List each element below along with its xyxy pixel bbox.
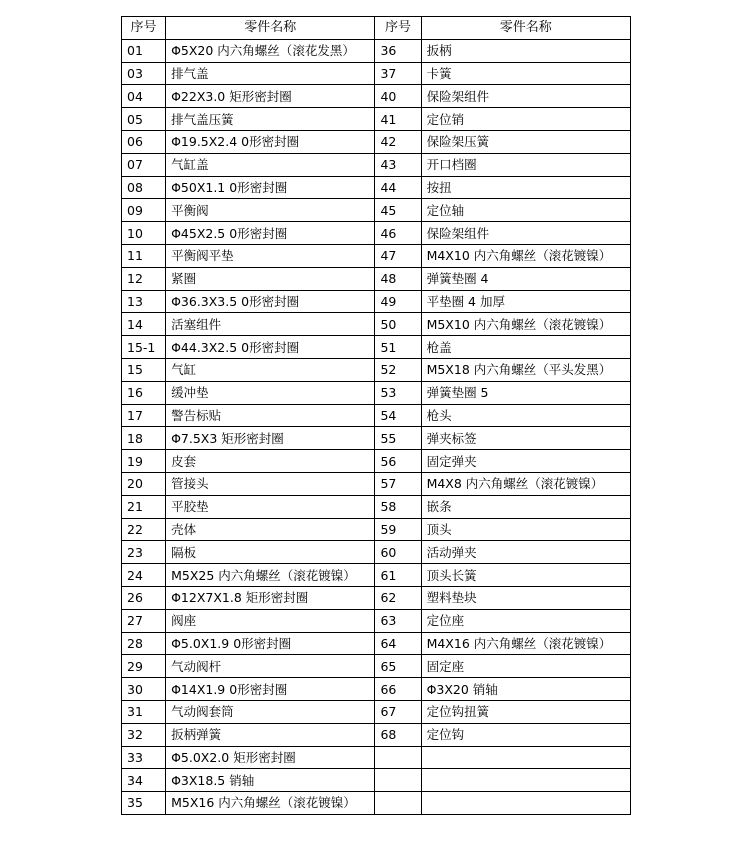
part-name-left: Φ7.5X3 矩形密封圈 — [166, 427, 375, 450]
part-seq-left: 27 — [122, 609, 166, 632]
part-seq-right: 61 — [375, 564, 421, 587]
table-row — [122, 450, 631, 473]
table-row — [122, 130, 631, 153]
part-name-left: 阀座 — [166, 609, 375, 632]
part-seq-right: 66 — [375, 678, 421, 701]
header-seq-left: 序号 — [122, 17, 166, 40]
part-name-left: Φ12X7X1.8 矩形密封圈 — [166, 586, 375, 609]
header-part-name-left: 零件名称 — [166, 17, 375, 40]
part-name-left: Φ5.0X2.0 矩形密封圈 — [166, 746, 375, 769]
part-seq-right: 37 — [375, 62, 421, 85]
part-name-right: 枪盖 — [421, 336, 630, 359]
table-row — [122, 108, 631, 131]
part-name-left: Φ3X18.5 销轴 — [166, 769, 375, 792]
table-body — [122, 39, 631, 814]
part-name-right: 按扭 — [421, 176, 630, 199]
part-name-left: 扳柄弹簧 — [166, 723, 375, 746]
table-row — [122, 381, 631, 404]
part-seq-right: 54 — [375, 404, 421, 427]
table-row — [122, 427, 631, 450]
part-seq-right: 68 — [375, 723, 421, 746]
part-name-left: 警告标贴 — [166, 404, 375, 427]
part-seq-right: 48 — [375, 267, 421, 290]
part-seq-right: 42 — [375, 130, 421, 153]
part-seq-right: 58 — [375, 495, 421, 518]
part-seq-right: 57 — [375, 472, 421, 495]
part-name-left: 平胶垫 — [166, 495, 375, 518]
part-seq-right: 36 — [375, 39, 421, 62]
part-name-left: Φ44.3X2.5 0形密封圈 — [166, 336, 375, 359]
part-seq-left: 07 — [122, 153, 166, 176]
part-seq-left: 01 — [122, 39, 166, 62]
part-name-left: 气缸盖 — [166, 153, 375, 176]
part-name-right: 弹簧垫圈 4 — [421, 267, 630, 290]
part-name-right: 定位销 — [421, 108, 630, 131]
part-seq-right: 63 — [375, 609, 421, 632]
table-row — [122, 564, 631, 587]
part-name-right: M4X8 内六角螺丝（滚花镀镍） — [421, 472, 630, 495]
part-name-left: 气动阀杆 — [166, 655, 375, 678]
part-name-left: Φ50X1.1 0形密封圈 — [166, 176, 375, 199]
part-seq-left: 35 — [122, 792, 166, 815]
part-seq-left: 32 — [122, 723, 166, 746]
part-seq-left: 14 — [122, 313, 166, 336]
part-name-left: 气动阀套筒 — [166, 700, 375, 723]
part-name-right: Φ3X20 销轴 — [421, 678, 630, 701]
part-name-right: 塑料垫块 — [421, 586, 630, 609]
table-row — [122, 336, 631, 359]
part-name-left: M5X16 内六角螺丝（滚花镀镍） — [166, 792, 375, 815]
part-seq-right: 52 — [375, 358, 421, 381]
part-seq-left: 15 — [122, 358, 166, 381]
part-seq-left: 28 — [122, 632, 166, 655]
part-seq-left: 23 — [122, 541, 166, 564]
table-row — [122, 290, 631, 313]
part-name-left: Φ14X1.9 0形密封圈 — [166, 678, 375, 701]
part-name-left: 管接头 — [166, 472, 375, 495]
table-row — [122, 495, 631, 518]
part-seq-left: 24 — [122, 564, 166, 587]
table-row — [122, 85, 631, 108]
table-row — [122, 541, 631, 564]
part-name-right: 扳柄 — [421, 39, 630, 62]
table-row — [122, 176, 631, 199]
part-name-right — [421, 746, 630, 769]
part-name-right: 定位轴 — [421, 199, 630, 222]
parts-table — [121, 16, 631, 815]
part-name-left: 缓冲垫 — [166, 381, 375, 404]
table-row — [122, 472, 631, 495]
part-seq-left: 20 — [122, 472, 166, 495]
part-seq-right: 41 — [375, 108, 421, 131]
part-name-left: 排气盖 — [166, 62, 375, 85]
table-row — [122, 632, 631, 655]
part-seq-right: 64 — [375, 632, 421, 655]
part-name-left: 气缸 — [166, 358, 375, 381]
table-row — [122, 586, 631, 609]
part-name-left: Φ5.0X1.9 0形密封圈 — [166, 632, 375, 655]
table-row — [122, 267, 631, 290]
part-seq-left: 04 — [122, 85, 166, 108]
part-seq-left: 31 — [122, 700, 166, 723]
table-row — [122, 678, 631, 701]
part-seq-right: 59 — [375, 518, 421, 541]
part-name-right: 固定弹夹 — [421, 450, 630, 473]
part-seq-left: 34 — [122, 769, 166, 792]
part-seq-right: 46 — [375, 222, 421, 245]
part-seq-right: 44 — [375, 176, 421, 199]
part-seq-right: 51 — [375, 336, 421, 359]
table-row — [122, 244, 631, 267]
part-name-right: 顶头 — [421, 518, 630, 541]
part-seq-left: 19 — [122, 450, 166, 473]
part-seq-right: 65 — [375, 655, 421, 678]
part-name-right: 弹夹标签 — [421, 427, 630, 450]
table-row — [122, 62, 631, 85]
part-name-left: Φ45X2.5 0形密封圈 — [166, 222, 375, 245]
part-seq-left: 06 — [122, 130, 166, 153]
table-row — [122, 609, 631, 632]
part-name-left: 平衡阀 — [166, 199, 375, 222]
part-seq-left: 13 — [122, 290, 166, 313]
part-name-left: 紧圈 — [166, 267, 375, 290]
part-name-right: 保险架组件 — [421, 222, 630, 245]
part-name-right — [421, 792, 630, 815]
part-seq-right: 43 — [375, 153, 421, 176]
part-name-right: 固定座 — [421, 655, 630, 678]
table-row — [122, 769, 631, 792]
part-seq-left: 11 — [122, 244, 166, 267]
part-name-right: M4X16 内六角螺丝（滚花镀镍） — [421, 632, 630, 655]
part-name-right: 弹簧垫圈 5 — [421, 381, 630, 404]
part-seq-right: 40 — [375, 85, 421, 108]
part-name-right: 定位座 — [421, 609, 630, 632]
part-seq-right: 67 — [375, 700, 421, 723]
part-seq-right: 60 — [375, 541, 421, 564]
part-seq-left: 08 — [122, 176, 166, 199]
part-seq-left: 12 — [122, 267, 166, 290]
part-name-right: 开口档圈 — [421, 153, 630, 176]
part-name-right: 活动弹夹 — [421, 541, 630, 564]
part-name-left: 隔板 — [166, 541, 375, 564]
part-name-left: 活塞组件 — [166, 313, 375, 336]
part-seq-right: 56 — [375, 450, 421, 473]
part-seq-left: 22 — [122, 518, 166, 541]
part-seq-left: 18 — [122, 427, 166, 450]
part-name-right: 枪头 — [421, 404, 630, 427]
table-header-row — [122, 17, 631, 40]
part-name-right: M4X10 内六角螺丝（滚花镀镍） — [421, 244, 630, 267]
part-seq-left: 33 — [122, 746, 166, 769]
table-row — [122, 518, 631, 541]
part-name-right: 定位钩 — [421, 723, 630, 746]
part-name-left: 排气盖压簧 — [166, 108, 375, 131]
table-row — [122, 358, 631, 381]
table-row — [122, 655, 631, 678]
part-name-right: 顶头长簧 — [421, 564, 630, 587]
part-seq-right — [375, 769, 421, 792]
part-seq-left: 03 — [122, 62, 166, 85]
part-seq-left: 16 — [122, 381, 166, 404]
table-row — [122, 222, 631, 245]
part-seq-right — [375, 792, 421, 815]
part-seq-right: 55 — [375, 427, 421, 450]
part-name-left: 壳体 — [166, 518, 375, 541]
part-seq-right: 50 — [375, 313, 421, 336]
table-row — [122, 313, 631, 336]
header-seq-right: 序号 — [375, 17, 421, 40]
part-seq-right: 47 — [375, 244, 421, 267]
part-name-right: 嵌条 — [421, 495, 630, 518]
table-row — [122, 792, 631, 815]
table-row — [122, 746, 631, 769]
part-seq-right: 62 — [375, 586, 421, 609]
part-seq-left: 30 — [122, 678, 166, 701]
part-seq-left: 09 — [122, 199, 166, 222]
part-name-left: Φ36.3X3.5 0形密封圈 — [166, 290, 375, 313]
part-name-right: 保险架组件 — [421, 85, 630, 108]
part-seq-left: 10 — [122, 222, 166, 245]
part-name-right: 定位钩扭簧 — [421, 700, 630, 723]
part-name-right: 卡簧 — [421, 62, 630, 85]
part-seq-left: 29 — [122, 655, 166, 678]
part-name-left: 皮套 — [166, 450, 375, 473]
part-name-right — [421, 769, 630, 792]
part-name-right: 平垫圈 4 加厚 — [421, 290, 630, 313]
part-name-right: 保险架压簧 — [421, 130, 630, 153]
part-name-left: Φ5X20 内六角螺丝（滚花发黑） — [166, 39, 375, 62]
part-seq-left: 15-1 — [122, 336, 166, 359]
table-row — [122, 153, 631, 176]
table-row — [122, 723, 631, 746]
part-seq-left: 21 — [122, 495, 166, 518]
part-seq-right: 53 — [375, 381, 421, 404]
part-name-left: Φ19.5X2.4 0形密封圈 — [166, 130, 375, 153]
part-seq-left: 26 — [122, 586, 166, 609]
part-seq-left: 17 — [122, 404, 166, 427]
table-row — [122, 39, 631, 62]
header-part-name-right: 零件名称 — [421, 17, 630, 40]
part-name-right: M5X18 内六角螺丝（平头发黑） — [421, 358, 630, 381]
table-row — [122, 404, 631, 427]
part-name-right: M5X10 内六角螺丝（滚花镀镍） — [421, 313, 630, 336]
part-name-left: 平衡阀平垫 — [166, 244, 375, 267]
part-name-left: Φ22X3.0 矩形密封圈 — [166, 85, 375, 108]
part-name-left: M5X25 内六角螺丝（滚花镀镍） — [166, 564, 375, 587]
table-row — [122, 199, 631, 222]
part-seq-left: 05 — [122, 108, 166, 131]
part-seq-right — [375, 746, 421, 769]
part-seq-right: 49 — [375, 290, 421, 313]
table-row — [122, 700, 631, 723]
part-seq-right: 45 — [375, 199, 421, 222]
